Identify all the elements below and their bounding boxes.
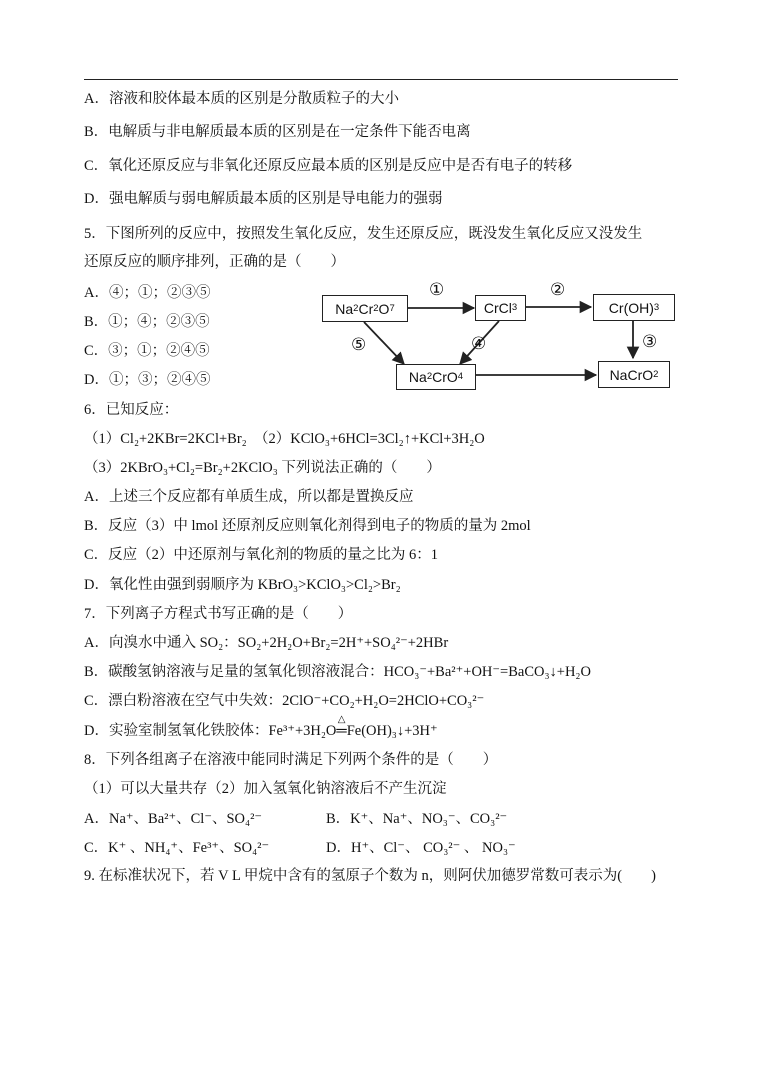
node-na2cro4: Na 2 CrO 4 <box>396 364 476 390</box>
q5-option-c: C．③；①；②④⑤ <box>84 343 210 359</box>
q7-d-equals-heat <box>336 714 347 740</box>
q4-option-d: D．强电解质与弱电解质最本质的区别是导电能力的强弱 <box>84 191 443 207</box>
q6-option-b: B．反应（3）中 lmol 还原剂反应则氧化剂得到电子的物质的量为 2mol <box>84 518 531 534</box>
arrow-label-1: ① <box>429 280 445 300</box>
q7-d-suffix: Fe(OH)₃↓+3H⁺ <box>346 723 438 739</box>
q6-reaction-3 <box>84 459 441 477</box>
q4-option-c: C．氧化还原反应与非氧化还原反应最本质的区别是反应中是否有电子的转移 <box>84 158 573 174</box>
q6-option-d: D．氧化性由强到弱顺序为 KBrO₃>KClO₃>Cl₂>Br₂ <box>84 577 401 593</box>
q8-option-d: D．H⁺、Cl⁻、 CO₃²⁻ 、 NO₃⁻ <box>326 840 516 856</box>
node-croh3: Cr(OH) 3 <box>593 294 675 321</box>
node-na2cr2o7: Na 2 Cr 2 O 7 <box>322 295 408 322</box>
q8-stem: 8．下列各组离子在溶液中能同时满足下列两个条件的是（ ） <box>84 752 498 768</box>
q5-stem-line2: 还原反应的顺序排列，正确的是（ ） <box>84 254 345 270</box>
q8-option-c: C．K⁺ 、NH₄⁺、Fe³⁺、SO₄²⁻ <box>84 840 270 856</box>
q6-r2-label: （2） <box>261 431 291 447</box>
node-crcl3: CrCl 3 <box>475 295 526 321</box>
q6-option-a: A．上述三个反应都有单质生成，所以都是置换反应 <box>84 489 414 505</box>
q7-option-a: A．向溴水中通入 SO₂：SO₂+2H₂O+Br₂=2H⁺+SO₄²⁻+2HBr <box>84 635 449 651</box>
q6-r1-label: （1） <box>84 431 121 447</box>
q7-d-equals: ═ <box>336 723 347 739</box>
q6-r1: Cl₂+2KBr=2KCl+Br₂ <box>120 431 247 447</box>
q9-stem: 9. 在标准状况下，若 V L 甲烷中含有的氢原子个数为 n，则阿伏加德罗常数可表示为( ) <box>84 868 656 884</box>
q7-option-b: B．碳酸氢钠溶液与足量的氢氧化钡溶液混合：HCO₃⁻+Ba²⁺+OH⁻=BaCO₃↓+H₂O <box>84 664 591 680</box>
arrow-label-4: ④ <box>471 334 487 354</box>
q7-option-d <box>84 714 438 740</box>
q4-option-b: B．电解质与非电解质最本质的区别是在一定条件下能否电离 <box>84 124 471 140</box>
q4-option-a: A．溶液和胶体最本质的区别是分散质粒子的大小 <box>84 91 399 107</box>
q8-option-a: A．Na⁺、Ba²⁺、Cl⁻、SO₄²⁻ <box>84 811 263 827</box>
q8-option-b: B．K⁺、Na⁺、NO₃⁻、CO₃²⁻ <box>326 811 508 827</box>
q6-option-c: C．反应（2）中还原剂与氧化剂的物质的量之比为 6：1 <box>84 547 439 563</box>
arrow-5 <box>364 322 404 364</box>
q6-r3: 2KBrO₃+Cl₂=Br₂+2KClO₃ <box>120 460 278 476</box>
heat-triangle-icon: △ <box>337 714 346 725</box>
q5-stem-line1: 5．下图所列的反应中，按照发生氧化反应，发生还原反应，既没发生氧化反应又没发生 <box>84 226 643 242</box>
q6-r2: KClO₃+6HCl=3Cl₂↑+KCl+3H₂O <box>290 431 485 447</box>
q5-option-d: D．①；③；②④⑤ <box>84 372 211 388</box>
arrow-label-3: ③ <box>642 332 658 352</box>
node-nacro2: NaCrO 2 <box>598 361 670 388</box>
q7-stem: 7．下列离子方程式书写正确的是（ ） <box>84 606 353 622</box>
arrow-label-5: ⑤ <box>351 335 367 355</box>
q5-option-b: B．①；④；②③⑤ <box>84 314 210 330</box>
q7-option-c: C．漂白粉溶液在空气中失效：2ClO⁻+CO₂+H₂O=2HClO+CO₃²⁻ <box>84 693 485 709</box>
q5-option-a: A．④；①；②③⑤ <box>84 285 211 301</box>
q8-conditions: （1）可以大量共存（2）加入氢氧化钠溶液后不产生沉淀 <box>84 781 447 797</box>
q6-r3-label: （3） <box>84 460 121 476</box>
q6-reactions-1-2 <box>84 430 485 448</box>
q6-stem: 6．已知反应： <box>84 402 179 418</box>
arrow-label-2: ② <box>550 280 566 300</box>
q6-r3-tail: 下列说法正确的（ ） <box>277 460 441 476</box>
q7-d-prefix: D．实验室制氢氧化铁胶体：Fe³⁺+3H₂O <box>84 723 337 739</box>
